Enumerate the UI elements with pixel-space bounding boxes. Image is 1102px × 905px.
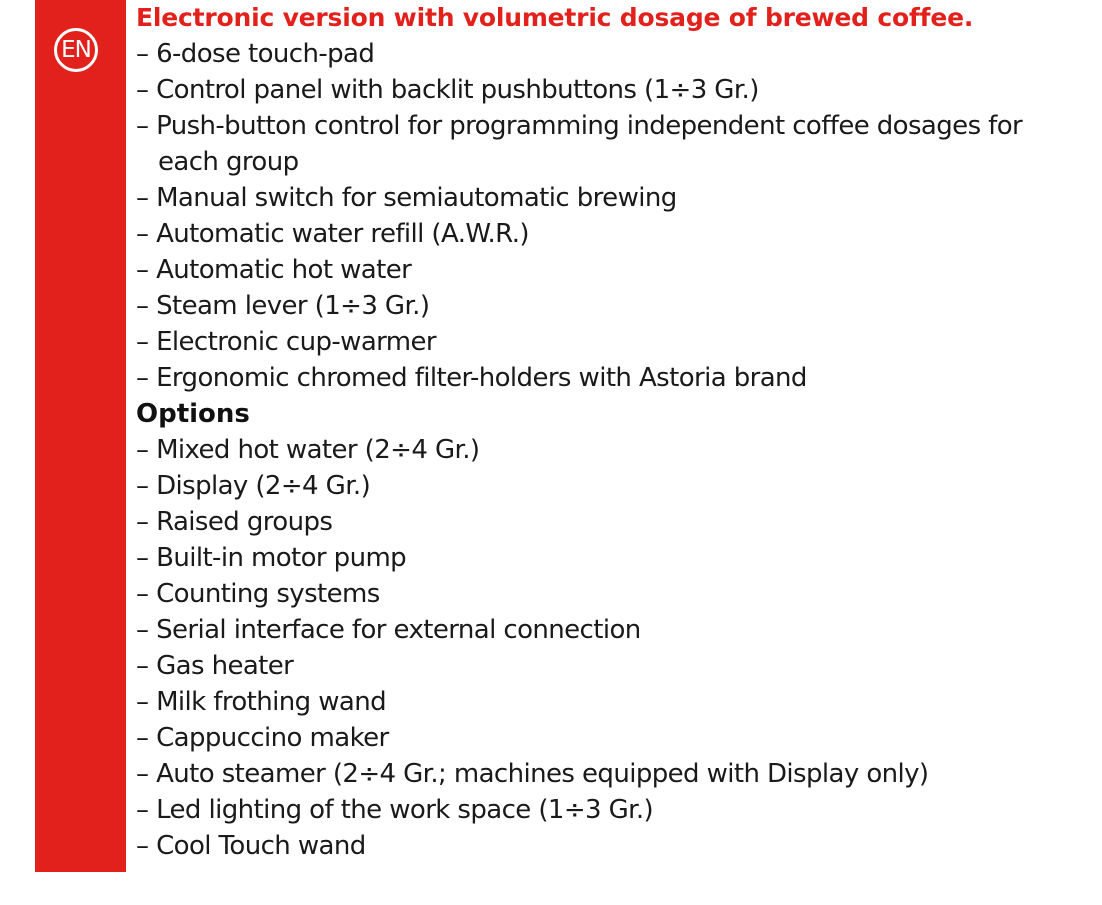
list-item: – Cappuccino maker [136, 720, 1086, 756]
list-item: – Built-in motor pump [136, 540, 1086, 576]
list-item: – Raised groups [136, 504, 1086, 540]
list-item: – Led lighting of the work space (1÷3 Gr.) [136, 792, 1086, 828]
list-item: – Manual switch for semiautomatic brewing [136, 180, 1086, 216]
spec-content [136, 0, 1086, 864]
list-item: – Counting systems [136, 576, 1086, 612]
list-item: – Ergonomic chromed filter-holders with Astoria brand [136, 360, 1086, 396]
list-item: – Steam lever (1÷3 Gr.) [136, 288, 1086, 324]
list-item: – 6-dose touch-pad [136, 36, 1086, 72]
list-item: – Automatic hot water [136, 252, 1086, 288]
list-item: – Gas heater [136, 648, 1086, 684]
list-item: – Serial interface for external connection [136, 612, 1086, 648]
list-item: – Auto steamer (2÷4 Gr.; machines equipped with Display only) [136, 756, 1086, 792]
list-item: – Electronic cup-warmer [136, 324, 1086, 360]
list-item: – Cool Touch wand [136, 828, 1086, 864]
features-list [136, 36, 1086, 396]
options-heading: Options [136, 399, 250, 429]
list-item: – Display (2÷4 Gr.) [136, 468, 1086, 504]
list-item: – Milk frothing wand [136, 684, 1086, 720]
list-item: – Control panel with backlit pushbuttons (1÷3 Gr.) [136, 72, 1086, 108]
language-side-bar [35, 0, 126, 872]
list-item: – Automatic water refill (A.W.R.) [136, 216, 1086, 252]
list-item: – Mixed hot water (2÷4 Gr.) [136, 432, 1086, 468]
language-badge: EN [54, 28, 98, 72]
list-item: – Push-button control for programming independent coffee dosages for each group [136, 108, 1086, 180]
options-list [136, 432, 1086, 864]
section-heading: Electronic version with volumetric dosage of brewed coffee. [136, 3, 974, 32]
